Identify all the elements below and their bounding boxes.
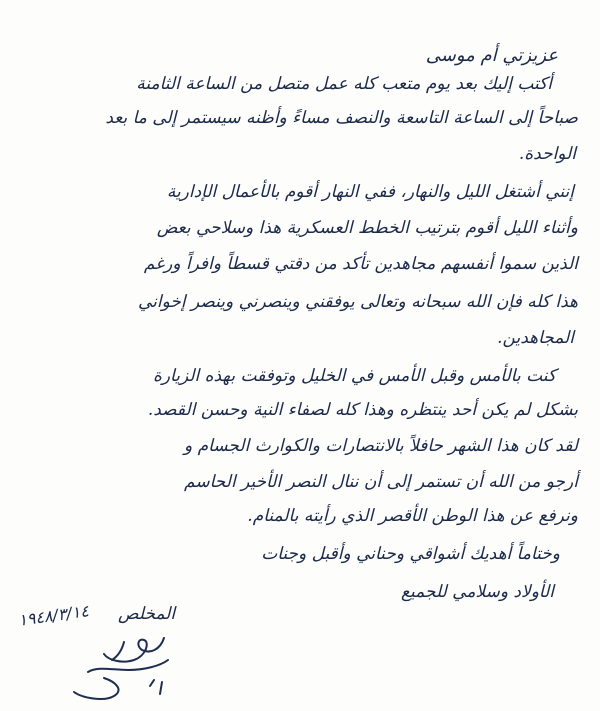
letter-line: لقد كان هذا الشهر حافلاً بالانتصارات والكوارث الجسام و: [183, 436, 578, 456]
letter-line: الواحدة.: [518, 144, 576, 164]
letter-line: إنني أشتغل الليل والنهار، ففي النهار أقوم بالأعمال الإدارية: [166, 182, 574, 202]
letter-line: هذا كله فإن الله سبحانه وتعالى يوفقني وينصرني وينصر إخواني: [137, 292, 578, 312]
letter-line: الأولاد وسلامي للجميع: [400, 582, 554, 602]
letter-line: وختاماً أهديك أشواقي وحناني وأقبل وجنات: [261, 544, 560, 564]
letter-line: الذين سموا أنفسهم مجاهدين تأكد من دقتي قسطاً وافراً ورغم: [143, 254, 578, 274]
letter-line: كنت بالأمس وقبل الأمس في الخليل وتوفقت بهذه الزيارة: [152, 366, 556, 386]
letter-line: بشكل لم يكن أحد ينتظره وهذا كله لصفاء النية وحسن القصد.: [147, 400, 578, 420]
letter-line: ونرفع عن هذا الوطن الأقصر الذي رأيته بالمنام.: [247, 506, 578, 526]
letter-line: صباحاً إلى الساعة التاسعة والنصف مساءً وأظنه سيستمر إلى ما بعد: [105, 108, 578, 128]
letter-line: وأثناء الليل أقوم بترتيب الخطط العسكرية هذا وسلاحي بعض: [156, 218, 578, 238]
letter-line: المجاهدين.: [497, 328, 574, 348]
letter-date: ١٩٤٨/٣/١٤: [17, 601, 90, 630]
letter-line: أرجو من الله أن تستمر إلى أن ننال النصر الأخير الحاسم: [184, 472, 578, 492]
letter-line: أكتب إليك بعد يوم متعب كله عمل متصل من الساعة الثامنة: [136, 74, 552, 94]
letter-closing: المخلص: [118, 604, 176, 624]
handwritten-signature: [64, 620, 184, 706]
letter-salutation: عزيزتي أم موسى: [425, 45, 558, 66]
